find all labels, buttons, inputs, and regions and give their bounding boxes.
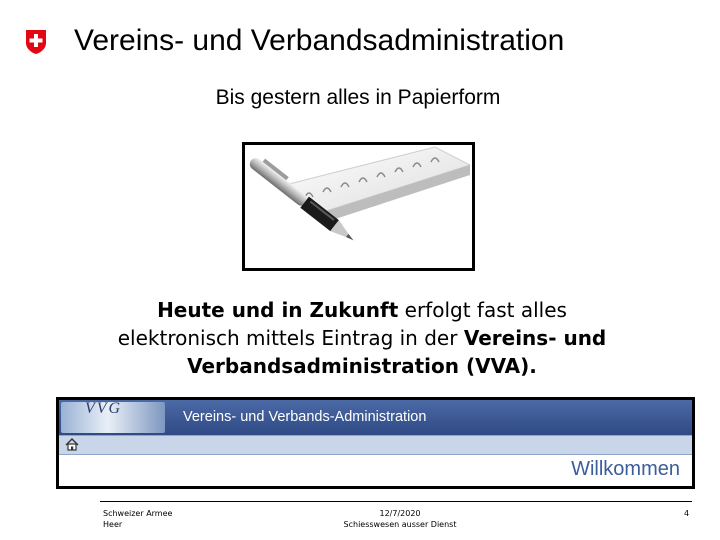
vva-welcome-heading: Willkommen [571,458,680,480]
footer-department: Schiesswesen ausser Dienst [343,520,457,529]
body-bold-3: Verbandsadministration (VVA). [187,354,537,378]
slide-subtitle: Bis gestern alles in Papierform [215,86,501,109]
vva-logo-text: VVG [85,400,123,417]
body-bold-1: Heute und in Zukunft [157,298,399,322]
footer-organization: Schweizer Armee [103,509,173,518]
vva-screenshot [56,397,695,489]
body-text-2: elektronisch mittels Eintrag in der [117,326,464,350]
body-paragraph [60,296,664,380]
vva-app-title: Vereins- und Verbands-Administration [183,409,427,425]
footer-unit: Heer [103,520,123,529]
slide-title: Vereins- und Verbandsadministration [74,24,565,57]
footer-divider [100,501,692,502]
home-icon[interactable] [65,438,79,451]
body-text-1: erfolgt fast alles [398,298,567,322]
footer-date: 12/7/2020 [379,509,421,518]
vva-nav-bar [59,435,692,455]
vva-header-bar [59,400,692,435]
body-bold-2: Vereins- und [463,326,607,350]
footer-left [103,508,172,530]
footer-page-number: 4 [684,509,690,518]
vva-logo [61,402,165,433]
footer-center [300,508,500,530]
pen-paper-image [242,142,475,271]
swiss-flag-icon [25,29,47,55]
